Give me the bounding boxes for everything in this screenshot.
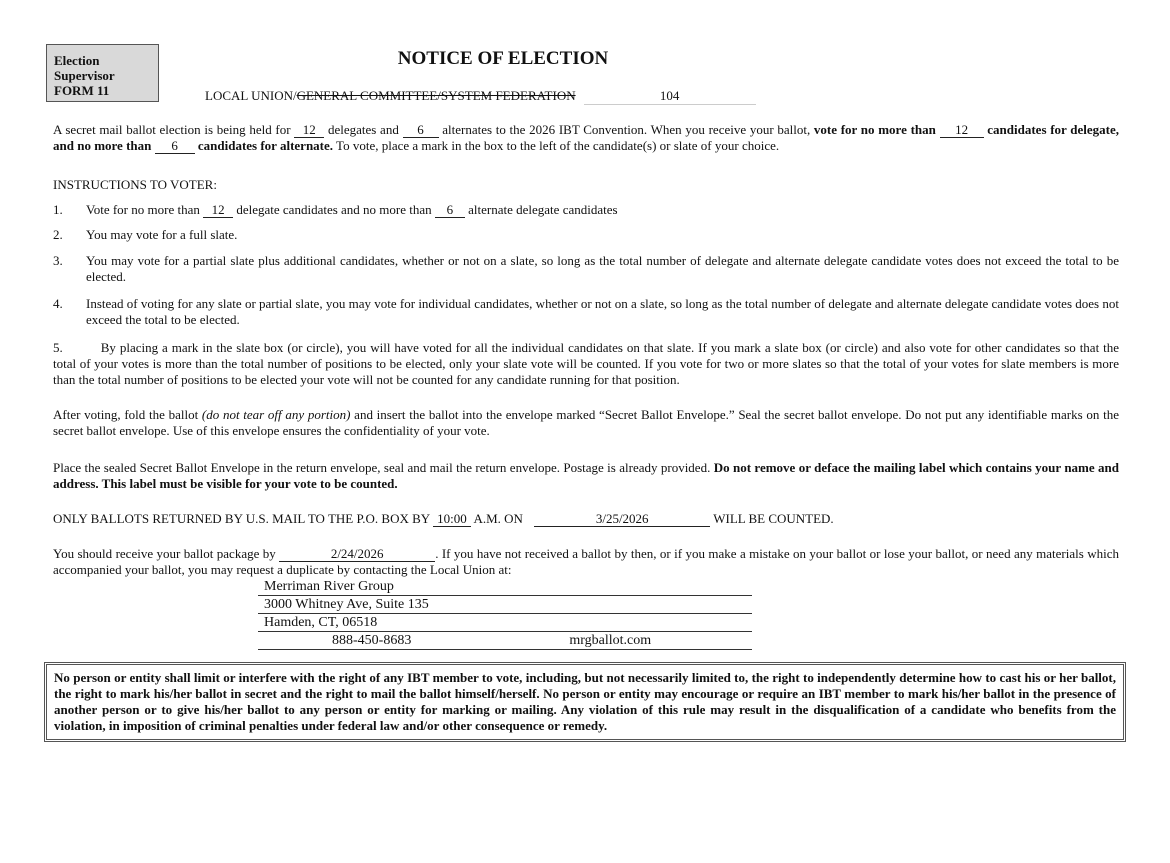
instruction-1-text-c: alternate delegate candidates <box>464 202 618 217</box>
intro-text-4: To vote, place a mark in the box to the left of the candidate(s) or slate of your choice. <box>333 138 780 153</box>
contact-city: Hamden, CT, 06518 <box>258 615 752 632</box>
receive-by-date: 2/24/2026 <box>279 547 435 562</box>
instruction-1-number: 1. <box>53 202 63 217</box>
after-voting-text-a: After voting, fold the ballot <box>53 407 202 422</box>
instruction-1-text-b: delegate candidates and no more than <box>233 202 435 217</box>
alternates-count: 6 <box>403 123 439 138</box>
intro-bold-1: vote for no more than <box>813 122 940 137</box>
intro-text-2: delegates and <box>324 122 403 137</box>
receive-text-a: You should receive your ballot package by <box>53 546 280 561</box>
intro-text-3: alternates to the 2026 IBT Convention. When you receive your ballot, <box>438 122 814 137</box>
intro-bold-3: candidates for alternate. <box>194 138 334 153</box>
only-ballots-text-c: WILL BE COUNTED. <box>710 511 834 526</box>
instruction-1 <box>86 202 1119 218</box>
instruction-alternates-count: 6 <box>435 203 465 218</box>
max-delegates-count: 12 <box>940 123 984 138</box>
receive-paragraph <box>53 546 1119 578</box>
only-ballots-text-a: ONLY BALLOTS RETURNED BY U.S. MAIL TO THE P.O. BOX BY <box>53 511 433 526</box>
instruction-3: You may vote for a partial slate plus additional candidates, whether or not on a slate, so long as the total number of delegate and alternate delegate candidate votes does not exceed the total to be elected. <box>86 253 1119 284</box>
after-voting-paragraph <box>53 407 1119 439</box>
page-title: NOTICE OF ELECTION <box>397 48 609 69</box>
place-sealed-text: Place the sealed Secret Ballot Envelope in the return envelope, seal and mail the return envelope. Postage is already provided. <box>53 460 714 475</box>
intro-text-1: A secret mail ballot election is being held for <box>53 122 295 137</box>
instruction-4-number: 4. <box>53 296 63 311</box>
voting-rights-notice: No person or entity shall limit or interfere with the right of any IBT member to vote, including, but not necessarily limited to, the right to independently determine how to cast his or her ballot, the right to mark his/her ballot in secret and the right to mail the ballot himself/herself. No person or entity may encourage or require an IBT member to mark his/her ballot in the presence of another person or to give his/her ballot to any person or entity for marking or mailing. Any violation of this rule may result in the disqualification of a candidate who benefits from the violation, in imposition of criminal penalties under federal law and/or other consequence or remedy. <box>44 662 1126 742</box>
intro-bold-2: candidates for delegate, and no more than <box>53 122 1119 153</box>
contact-website: mrgballot.com <box>569 633 652 648</box>
place-sealed-paragraph <box>53 460 1119 492</box>
instruction-5-number: 5. <box>53 340 63 355</box>
local-union-prefix: LOCAL UNION/ <box>205 88 297 103</box>
contact-phone: 888-450-8683 <box>332 633 412 648</box>
only-ballots-text-b: A.M. ON <box>470 511 527 526</box>
only-ballots-line <box>53 511 834 527</box>
local-union-number: 104 <box>584 88 756 105</box>
deadline-time: 10:00 <box>433 512 471 527</box>
instruction-5-text: By placing a mark in the slate box (or circle), you will have voted for all the individual candidates on that slate. If you mark a slate box (or circle) and also vote for other candidates so that the total of your votes is more than the total number of positions to be elected, only your slate vote will be counted. If you vote for two or more slates so that the total of your votes for slate members is more than the total number of positions to be elected your vote will not be counted for any candidate running for that position. <box>53 340 1119 387</box>
delegates-count: 12 <box>294 123 324 138</box>
instructions-heading: INSTRUCTIONS TO VOTER: <box>53 177 217 192</box>
instruction-1-text-a: Vote for no more than <box>86 202 204 217</box>
local-union-line <box>205 88 756 105</box>
deadline-date: 3/25/2026 <box>534 512 710 527</box>
max-alternates-count: 6 <box>155 139 195 154</box>
contact-phone-web-line <box>258 633 752 650</box>
form-label-line3: FORM 11 <box>54 83 110 98</box>
after-voting-text-b: and insert the ballot into the envelope marked “Secret Ballot Envelope.” Seal the secret ballot envelope. Do not put any identifiable marks on the secret ballot envelope. Use of this envelope ensures the confidentiality of your vote. <box>53 407 1119 438</box>
instruction-2-number: 2. <box>53 227 63 242</box>
contact-street: 3000 Whitney Ave, Suite 135 <box>258 597 752 614</box>
instruction-4: Instead of voting for any slate or partial slate, you may vote for individual candidates, whether or not on a slate, so long as the total number of delegate and alternate delegate candidate votes does not exceed the total to be elected. <box>86 296 1119 327</box>
instruction-5 <box>53 340 1119 388</box>
contact-name: Merriman River Group <box>258 579 752 596</box>
after-voting-italic: (do not tear off any portion) <box>201 407 351 422</box>
receive-text-b: . If you have not received a ballot by then, or if you make a mistake on your ballot or lose your ballot, or need any materials which accompanied your ballot, you may request a duplicate by contacting the Local Union at: <box>53 546 1119 577</box>
form-label-line1: Election <box>54 53 100 68</box>
local-union-struck-text: GENERAL COMMITTEE/SYSTEM FEDERATION <box>296 88 576 103</box>
instruction-delegates-count: 12 <box>203 203 233 218</box>
instruction-2: You may vote for a full slate. <box>86 227 238 242</box>
form-label-line2: Supervisor <box>54 68 115 83</box>
place-sealed-bold: Do not remove or deface the mailing label which contains your name and address. This label must be visible for your vote to be counted. <box>53 460 1119 491</box>
instruction-3-number: 3. <box>53 253 63 268</box>
intro-paragraph <box>53 122 1119 154</box>
